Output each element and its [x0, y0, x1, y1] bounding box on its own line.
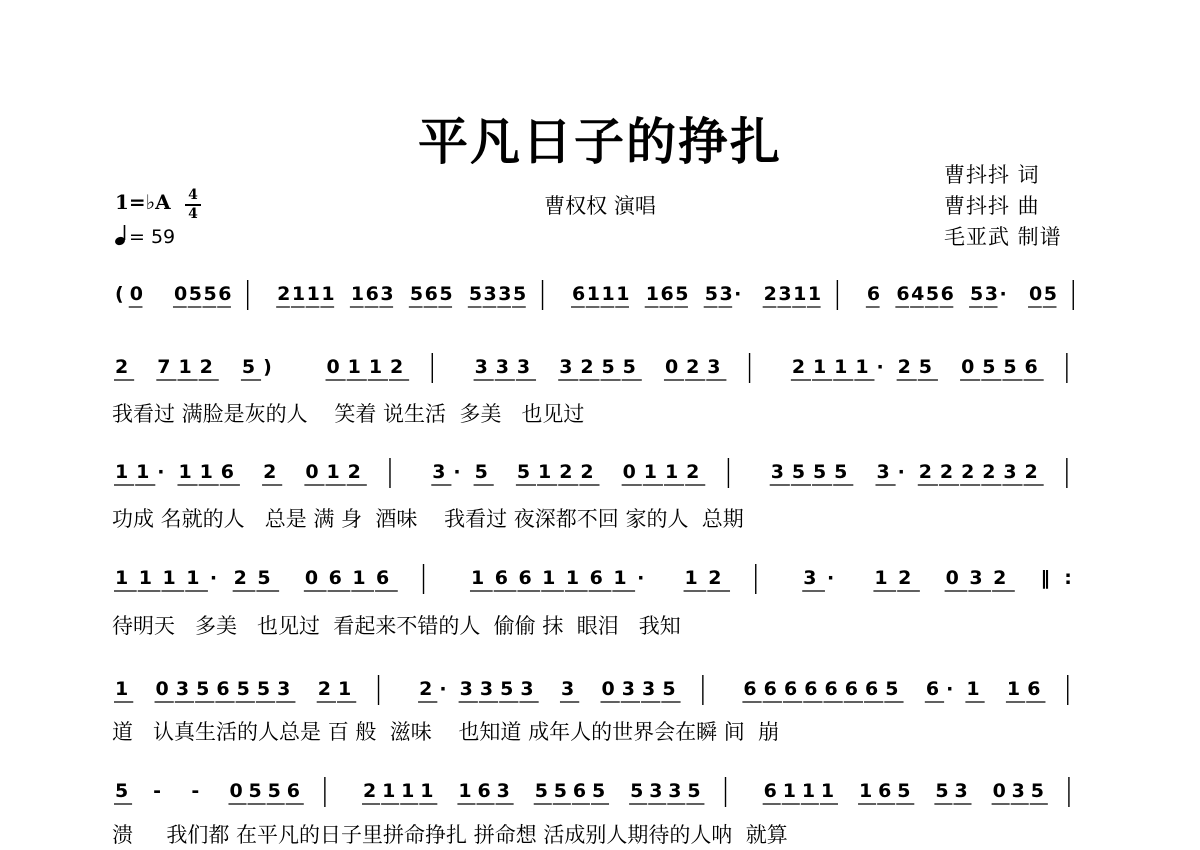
note-glyph: 2 — [115, 356, 129, 378]
note-glyph: 3 — [495, 356, 509, 378]
note-glyph: 3 — [1003, 461, 1017, 483]
note-glyph: 2 — [897, 356, 911, 378]
note-glyph: 3 — [642, 678, 656, 700]
note-glyph: 2 — [419, 678, 433, 700]
note-glyph: 4 — [911, 283, 925, 305]
note-glyph: 6 — [865, 678, 879, 700]
note-glyph: 3 — [969, 567, 983, 589]
note-glyph: 5 — [791, 461, 806, 483]
note-glyph: 5 — [115, 780, 129, 802]
note-glyph: 1 — [401, 780, 415, 802]
note-glyph: 5 — [1003, 356, 1017, 378]
lyric-line-6: 溃 我们都 在平凡的日子里拼命挣扎 拼命想 活成别人期待的人呐 就算 — [112, 823, 788, 847]
note-glyph: 3 — [1011, 780, 1025, 802]
note-glyph: 2 — [763, 283, 777, 305]
note-glyph: 5 — [513, 283, 527, 305]
note-glyph: 6 — [866, 283, 881, 305]
note-glyph: - — [153, 780, 162, 802]
note-glyph: 1 — [352, 567, 366, 589]
note-glyph: 1 — [855, 356, 869, 378]
note-glyph: 6 — [494, 567, 508, 589]
notation-line-3 — [114, 458, 1067, 488]
note-glyph: 1 — [326, 461, 340, 483]
note-glyph: 1 — [793, 283, 807, 305]
note-glyph: · — [826, 567, 835, 589]
note-glyph: 1 — [420, 780, 434, 802]
note-glyph: - — [191, 780, 200, 802]
note-glyph: 1 — [807, 283, 822, 305]
note-glyph: 1 — [643, 461, 658, 483]
note-glyph: 0 — [326, 356, 340, 378]
note-glyph: 2 — [982, 461, 996, 483]
note-glyph: 1 — [136, 461, 150, 483]
note-glyph: 3 — [649, 780, 663, 802]
note-glyph: 5 — [241, 356, 256, 378]
note-glyph: 5 — [409, 283, 424, 305]
note-glyph: 1 — [306, 283, 320, 305]
note-glyph: 5 — [982, 356, 996, 378]
note-glyph: 6 — [424, 283, 438, 305]
lyric-line-2: 我看过 满脸是灰的人 笑着 说生活 多美 也见过 — [112, 402, 585, 426]
note-glyph: 3 — [984, 283, 999, 305]
composer-credit: 曹抖抖 曲 — [944, 194, 1040, 218]
note-glyph: 1 — [291, 283, 306, 305]
note-glyph: 2 — [708, 567, 722, 589]
note-glyph: 1 — [115, 678, 129, 700]
note-glyph: 1 — [813, 356, 827, 378]
note-glyph: 1 — [458, 780, 472, 802]
note-glyph: 2 — [389, 356, 404, 378]
note-glyph: 5 — [834, 461, 848, 483]
note-glyph: 3 — [496, 780, 510, 802]
note-glyph: 3 — [707, 356, 721, 378]
note-glyph: 3 — [876, 461, 890, 483]
note-glyph: 5 — [267, 780, 281, 802]
note-glyph: 1 — [138, 567, 152, 589]
song-title: 平凡日子的挣扎 — [418, 112, 782, 171]
note-glyph: 7 — [157, 356, 171, 378]
note-glyph: 1 — [664, 461, 679, 483]
note-glyph: 5 — [188, 283, 202, 305]
note-glyph: 1 — [162, 567, 176, 589]
note-glyph: 1 — [966, 678, 980, 700]
note-glyph: 3 — [380, 283, 394, 305]
note-glyph: 3 — [770, 461, 784, 483]
note-glyph: 0 — [155, 678, 169, 700]
lyric-line-5: 道 认真生活的人总是 百 般 滋味 也知道 成年人的世界会在瞬 间 崩 — [112, 720, 780, 744]
note-glyph: 1 — [199, 461, 213, 483]
note-glyph: 5 — [500, 678, 514, 700]
note-glyph: 1 — [115, 567, 129, 589]
note-glyph: 0 — [173, 283, 188, 305]
note-glyph: 6 — [572, 283, 586, 305]
note-glyph: 3 — [954, 780, 968, 802]
note-glyph: · — [897, 461, 905, 483]
note-glyph: 3 — [668, 780, 682, 802]
note-glyph: 5 — [630, 780, 644, 802]
note-glyph: · — [157, 461, 165, 483]
note-glyph: 5 — [256, 678, 271, 700]
note-glyph: 3 — [459, 678, 473, 700]
note-glyph: 3 — [483, 283, 497, 305]
note-glyph: 1 — [321, 283, 335, 305]
note-glyph: 5 — [687, 780, 701, 802]
note-glyph: 2 — [918, 461, 933, 483]
note-glyph: 0 — [622, 461, 636, 483]
note-glyph: 5 — [553, 780, 568, 802]
note-glyph: · — [439, 678, 447, 700]
note-glyph: 1 — [382, 780, 396, 802]
singer-credit: 曹权权 演唱 — [544, 194, 656, 218]
note-glyph: 5 — [203, 283, 217, 305]
note-glyph: 1 — [178, 356, 192, 378]
note-glyph: 3 — [498, 283, 512, 305]
tempo-value: = 59 — [129, 226, 176, 248]
note-glyph: 6 — [783, 678, 798, 700]
note-glyph: 5 — [885, 678, 899, 700]
note-glyph: 6 — [896, 283, 910, 305]
note-glyph: 5 — [516, 461, 531, 483]
note-glyph: 3 — [621, 678, 636, 700]
lyric-line-4: 待明天 多美 也见过 看起来不错的人 偷偷 抹 眼泪 我知 — [112, 614, 681, 638]
note-glyph: 1 — [782, 780, 796, 802]
note-glyph: 5 — [591, 780, 606, 802]
note-glyph: 1 — [337, 678, 352, 700]
note-glyph: 1 — [368, 356, 383, 378]
note-glyph: 5 — [675, 283, 689, 305]
note-glyph: 1 — [350, 283, 365, 305]
note-glyph: 0 — [945, 567, 959, 589]
note-glyph: · — [999, 283, 1007, 305]
note-glyph: · — [637, 567, 645, 589]
note-glyph: 2 — [363, 780, 377, 802]
note-glyph: · — [209, 567, 218, 589]
note-glyph: 6 — [878, 780, 892, 802]
note-glyph: 5 — [1043, 283, 1058, 305]
note-glyph: 2 — [686, 461, 700, 483]
note-glyph: 6 — [328, 567, 342, 589]
note-glyph: 3 — [474, 356, 488, 378]
note-glyph: 1 — [645, 283, 659, 305]
time-signature-top: 4 — [188, 187, 198, 203]
note-glyph: 1 — [178, 461, 192, 483]
notation-line-5 — [114, 675, 1068, 705]
note-glyph: 5 — [918, 356, 933, 378]
note-glyph: 1 — [538, 461, 552, 483]
note-glyph: 1 — [601, 283, 615, 305]
note-glyph: 5 — [662, 678, 676, 700]
note-glyph: 3 — [516, 356, 531, 378]
notation-line-2 — [114, 353, 1067, 383]
note-glyph: 1 — [115, 461, 129, 483]
note-glyph: 5 — [601, 356, 615, 378]
note-glyph: 0 — [664, 356, 679, 378]
note-glyph: 6 — [743, 678, 757, 700]
note-glyph: 6 — [218, 283, 232, 305]
note-glyph: 1 — [801, 780, 816, 802]
note-glyph: 0 — [961, 356, 975, 378]
note-glyph: 1 — [470, 567, 485, 589]
note-glyph: 1 — [347, 356, 361, 378]
note-glyph: 5 — [925, 283, 940, 305]
note-glyph: 5 — [622, 356, 636, 378]
note-glyph: 6 — [925, 678, 940, 700]
note-glyph: 0 — [601, 678, 615, 700]
note-glyph: 0 — [129, 283, 143, 305]
note-glyph: 2 — [961, 461, 975, 483]
lyric-line-3: 功成 名就的人 总是 满 身 酒味 我看过 夜深都不回 家的人 总期 — [112, 507, 744, 531]
note-glyph: 3 — [803, 567, 817, 589]
note-glyph: 2 — [580, 356, 594, 378]
note-glyph: 5 — [257, 567, 271, 589]
note-glyph: 2 — [898, 567, 912, 589]
note-glyph: 1 — [616, 283, 630, 305]
note-glyph: 0 — [229, 780, 243, 802]
note-glyph: 3 — [520, 678, 534, 700]
note-glyph: ( — [115, 283, 124, 305]
note-glyph: 6 — [844, 678, 858, 700]
note-glyph: 2 — [347, 461, 361, 483]
note-glyph: 5 — [897, 780, 911, 802]
note-glyph: ) — [263, 356, 272, 378]
note-glyph: 6 — [763, 780, 777, 802]
key-signature: 1=♭A — [115, 190, 171, 214]
note-glyph: 6 — [518, 567, 532, 589]
note-glyph: 0 — [305, 461, 319, 483]
note-glyph: 3 — [778, 283, 792, 305]
notation-line-4 — [114, 564, 1072, 594]
note-glyph: 5 — [248, 780, 262, 802]
note-glyph: 6 — [763, 678, 777, 700]
note-glyph: 0 — [304, 567, 319, 589]
note-glyph: 6 — [589, 567, 603, 589]
note-glyph: · — [734, 283, 742, 305]
note-glyph: 5 — [813, 461, 827, 483]
note-glyph: 2 — [277, 283, 291, 305]
note-glyph: · — [453, 461, 461, 483]
note-glyph: 2 — [686, 356, 700, 378]
note-glyph: 5 — [1030, 780, 1044, 802]
note-glyph: 6 — [1024, 356, 1038, 378]
note-glyph: 1 — [186, 567, 200, 589]
note-glyph: 6 — [1027, 678, 1041, 700]
note-glyph: 5 — [935, 780, 949, 802]
note-glyph: 2 — [993, 567, 1007, 589]
note-glyph: 1 — [613, 567, 627, 589]
note-glyph: 6 — [286, 780, 300, 802]
note-glyph: 5 — [534, 780, 548, 802]
note-glyph: ‖ — [1040, 567, 1051, 589]
note-glyph: 5 — [196, 678, 210, 700]
note-glyph: 1 — [820, 780, 835, 802]
note-glyph: 1 — [586, 283, 600, 305]
note-glyph: 2 — [559, 461, 573, 483]
note-glyph: 6 — [824, 678, 838, 700]
note-glyph: 2 — [791, 356, 806, 378]
note-glyph: 1 — [542, 567, 556, 589]
note-glyph: 1 — [874, 567, 888, 589]
note-glyph: 2 — [233, 567, 247, 589]
note-glyph: 2 — [939, 461, 954, 483]
note-glyph: 3 — [559, 356, 573, 378]
arranger-credit: 毛亚武 制谱 — [944, 225, 1062, 249]
note-glyph: 6 — [477, 780, 491, 802]
note-glyph: 3 — [719, 283, 733, 305]
note-glyph: 3 — [277, 678, 291, 700]
note-glyph: 3 — [432, 461, 446, 483]
note-glyph: 2 — [263, 461, 277, 483]
note-glyph: 1 — [684, 567, 698, 589]
note-glyph: 5 — [970, 283, 984, 305]
note-glyph: 6 — [220, 461, 234, 483]
note-glyph: 1 — [859, 780, 873, 802]
note-glyph: 1 — [1006, 678, 1021, 700]
note-glyph: 6 — [804, 678, 818, 700]
note-glyph: 0 — [992, 780, 1006, 802]
note-glyph: 5 — [236, 678, 250, 700]
lyricist-credit: 曹抖抖 词 — [944, 163, 1040, 187]
note-glyph: 1 — [565, 567, 580, 589]
note-glyph: 2 — [1024, 461, 1038, 483]
note-glyph: 3 — [560, 678, 575, 700]
notation-line-6 — [114, 777, 1069, 807]
note-glyph: · — [946, 678, 954, 700]
note-glyph: 2 — [317, 678, 331, 700]
note-glyph: 5 — [474, 461, 488, 483]
note-glyph: 6 — [572, 780, 587, 802]
note-glyph: 6 — [940, 283, 954, 305]
note-glyph: 1 — [834, 356, 848, 378]
note-glyph: : — [1064, 567, 1072, 589]
notation-line-1 — [115, 280, 1073, 310]
note-glyph: 6 — [365, 283, 379, 305]
note-glyph: 6 — [216, 678, 230, 700]
note-glyph: 3 — [175, 678, 190, 700]
note-glyph: 2 — [580, 461, 594, 483]
note-glyph: 5 — [439, 283, 453, 305]
note-glyph: 5 — [704, 283, 718, 305]
note-glyph: 3 — [479, 678, 494, 700]
note-glyph: 2 — [199, 356, 213, 378]
note-glyph: 6 — [376, 567, 390, 589]
note-glyph: 5 — [468, 283, 483, 305]
note-glyph: · — [876, 356, 884, 378]
note-glyph: 6 — [660, 283, 674, 305]
time-signature-bottom: 4 — [188, 206, 198, 222]
note-glyph: 0 — [1029, 283, 1043, 305]
